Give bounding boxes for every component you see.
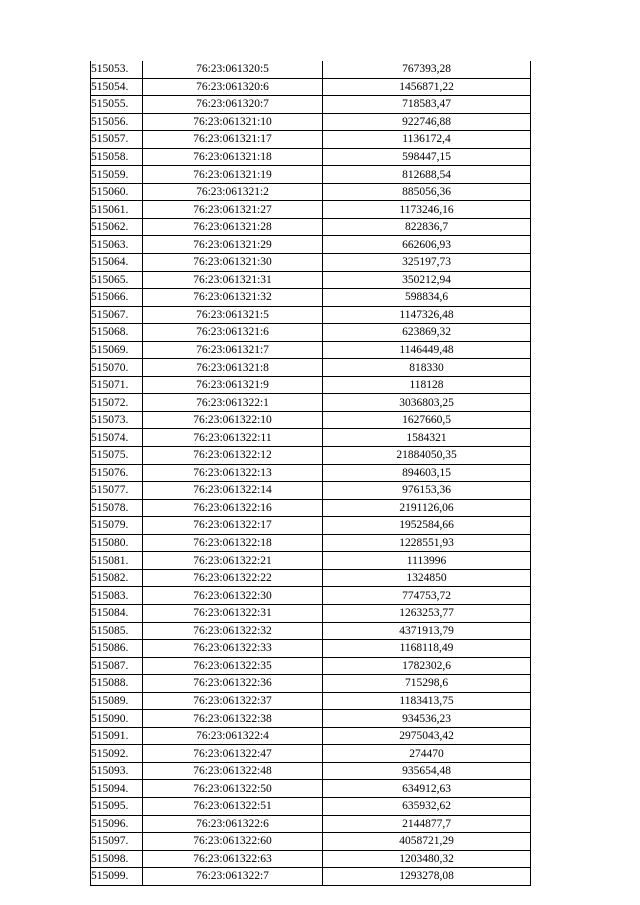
table-row (91, 61, 531, 78)
cadastral-number-cell: 76:23:061322:16 (143, 499, 323, 517)
cadastral-number-cell: 76:23:061322:38 (143, 710, 323, 728)
cadastral-value-cell: 2975043,42 (323, 727, 531, 745)
table-row (91, 745, 531, 763)
row-number-cell: 515057. (91, 131, 143, 149)
table-row (91, 447, 531, 465)
cadastral-number-cell: 76:23:061322:4 (143, 727, 323, 745)
cadastral-value-cell: 818330 (323, 359, 531, 377)
table-row (91, 429, 531, 447)
cadastral-number-cell: 76:23:061322:22 (143, 569, 323, 587)
cadastral-number-cell: 76:23:061321:30 (143, 254, 323, 272)
cadastral-number-cell: 76:23:061321:17 (143, 131, 323, 149)
row-number-cell: 515073. (91, 411, 143, 429)
row-number-cell: 515097. (91, 833, 143, 851)
row-number-cell: 515083. (91, 587, 143, 605)
table-row (91, 78, 531, 96)
row-number-cell: 515053. (91, 61, 143, 78)
row-number-cell: 515077. (91, 482, 143, 500)
cadastral-value-cell: 1168118,49 (323, 640, 531, 658)
cadastral-value-cell: 922746,88 (323, 113, 531, 131)
row-number-cell: 515076. (91, 464, 143, 482)
cadastral-value-cell: 1147326,48 (323, 306, 531, 324)
row-number-cell: 515099. (91, 868, 143, 886)
cadastral-value-cell: 1584321 (323, 429, 531, 447)
table-row (91, 411, 531, 429)
cadastral-number-cell: 76:23:061322:32 (143, 622, 323, 640)
cadastral-number-cell: 76:23:061321:29 (143, 236, 323, 254)
cadastral-value-cell: 1782302,6 (323, 657, 531, 675)
cadastral-value-cell: 1136172,4 (323, 131, 531, 149)
row-number-cell: 515079. (91, 517, 143, 535)
row-number-cell: 515063. (91, 236, 143, 254)
cadastral-number-cell: 76:23:061320:7 (143, 96, 323, 114)
table-row (91, 797, 531, 815)
row-number-cell: 515082. (91, 569, 143, 587)
cadastral-number-cell: 76:23:061322:10 (143, 411, 323, 429)
cadastral-number-cell: 76:23:061321:2 (143, 183, 323, 201)
row-number-cell: 515093. (91, 762, 143, 780)
row-number-cell: 515059. (91, 166, 143, 184)
cadastral-value-cell: 1627660,5 (323, 411, 531, 429)
table-row (91, 552, 531, 570)
cadastral-number-cell: 76:23:061321:27 (143, 201, 323, 219)
cadastral-value-cell: 3036803,25 (323, 394, 531, 412)
row-number-cell: 515070. (91, 359, 143, 377)
table-row (91, 341, 531, 359)
row-number-cell: 515080. (91, 534, 143, 552)
row-number-cell: 515090. (91, 710, 143, 728)
row-number-cell: 515095. (91, 797, 143, 815)
cadastral-number-cell: 76:23:061322:60 (143, 833, 323, 851)
row-number-cell: 515054. (91, 78, 143, 96)
table-row (91, 376, 531, 394)
cadastral-value-cell: 774753,72 (323, 587, 531, 605)
cadastral-number-cell: 76:23:061322:63 (143, 850, 323, 868)
cadastral-value-cell: 634912,63 (323, 780, 531, 798)
table-row (91, 218, 531, 236)
table-row (91, 359, 531, 377)
row-number-cell: 515084. (91, 604, 143, 622)
cadastral-value-cell: 325197,73 (323, 254, 531, 272)
table-row (91, 96, 531, 114)
row-number-cell: 515078. (91, 499, 143, 517)
table-row (91, 604, 531, 622)
cadastral-value-cell: 623869,32 (323, 324, 531, 342)
table-row (91, 166, 531, 184)
row-number-cell: 515086. (91, 640, 143, 658)
cadastral-number-cell: 76:23:061322:36 (143, 675, 323, 693)
table-row (91, 850, 531, 868)
table-row (91, 289, 531, 307)
cadastral-value-cell: 2191126,06 (323, 499, 531, 517)
row-number-cell: 515081. (91, 552, 143, 570)
cadastral-number-cell: 76:23:061321:31 (143, 271, 323, 289)
row-number-cell: 515055. (91, 96, 143, 114)
cadastral-value-cell: 935654,48 (323, 762, 531, 780)
table-row (91, 622, 531, 640)
cadastral-number-cell: 76:23:061322:11 (143, 429, 323, 447)
cadastral-number-cell: 76:23:061321:5 (143, 306, 323, 324)
table-row (91, 762, 531, 780)
cadastral-value-cell: 934536,23 (323, 710, 531, 728)
row-number-cell: 515089. (91, 692, 143, 710)
cadastral-value-cell: 635932,62 (323, 797, 531, 815)
table-row (91, 587, 531, 605)
cadastral-value-cell: 2144877,7 (323, 815, 531, 833)
row-number-cell: 515087. (91, 657, 143, 675)
table-row (91, 324, 531, 342)
table-row (91, 183, 531, 201)
row-number-cell: 515065. (91, 271, 143, 289)
cadastral-number-cell: 76:23:061322:14 (143, 482, 323, 500)
table-row (91, 482, 531, 500)
row-number-cell: 515069. (91, 341, 143, 359)
cadastral-number-cell: 76:23:061322:12 (143, 447, 323, 465)
table-row (91, 464, 531, 482)
cadastral-value-cell: 1173246,16 (323, 201, 531, 219)
cadastral-value-cell: 715298,6 (323, 675, 531, 693)
cadastral-value-cell: 4058721,29 (323, 833, 531, 851)
table-row (91, 815, 531, 833)
cadastral-number-cell: 76:23:061322:21 (143, 552, 323, 570)
table-row (91, 780, 531, 798)
cadastral-value-cell: 274470 (323, 745, 531, 763)
cadastral-value-cell: 976153,36 (323, 482, 531, 500)
table-row (91, 657, 531, 675)
table-row (91, 254, 531, 272)
cadastral-number-cell: 76:23:061322:47 (143, 745, 323, 763)
row-number-cell: 515098. (91, 850, 143, 868)
row-number-cell: 515058. (91, 148, 143, 166)
cadastral-value-cell: 894603,15 (323, 464, 531, 482)
cadastral-value-cell: 1183413,75 (323, 692, 531, 710)
table-row (91, 201, 531, 219)
cadastral-number-cell: 76:23:061322:6 (143, 815, 323, 833)
cadastral-number-cell: 76:23:061322:51 (143, 797, 323, 815)
row-number-cell: 515085. (91, 622, 143, 640)
table-row (91, 394, 531, 412)
cadastral-number-cell: 76:23:061322:48 (143, 762, 323, 780)
cadastral-value-cell: 1952584,66 (323, 517, 531, 535)
cadastral-number-cell: 76:23:061322:35 (143, 657, 323, 675)
row-number-cell: 515072. (91, 394, 143, 412)
table-row (91, 306, 531, 324)
cadastral-value-cell: 1113996 (323, 552, 531, 570)
cadastral-value-cell: 1324850 (323, 569, 531, 587)
cadastral-number-cell: 76:23:061322:13 (143, 464, 323, 482)
cadastral-value-table (90, 61, 531, 886)
table-row (91, 710, 531, 728)
table-row (91, 692, 531, 710)
cadastral-number-cell: 76:23:061322:30 (143, 587, 323, 605)
cadastral-number-cell: 76:23:061322:33 (143, 640, 323, 658)
cadastral-value-cell: 767393,28 (323, 61, 531, 78)
cadastral-number-cell: 76:23:061322:50 (143, 780, 323, 798)
cadastral-number-cell: 76:23:061322:37 (143, 692, 323, 710)
table-row (91, 113, 531, 131)
table-row (91, 534, 531, 552)
row-number-cell: 515066. (91, 289, 143, 307)
row-number-cell: 515061. (91, 201, 143, 219)
cadastral-number-cell: 76:23:061320:6 (143, 78, 323, 96)
row-number-cell: 515088. (91, 675, 143, 693)
table-row (91, 236, 531, 254)
row-number-cell: 515056. (91, 113, 143, 131)
cadastral-value-cell: 822836,7 (323, 218, 531, 236)
table-row (91, 675, 531, 693)
row-number-cell: 515071. (91, 376, 143, 394)
cadastral-number-cell: 76:23:061320:5 (143, 61, 323, 78)
cadastral-number-cell: 76:23:061321:9 (143, 376, 323, 394)
cadastral-value-cell: 350212,94 (323, 271, 531, 289)
table-row (91, 499, 531, 517)
row-number-cell: 515060. (91, 183, 143, 201)
row-number-cell: 515092. (91, 745, 143, 763)
cadastral-value-cell: 598447,15 (323, 148, 531, 166)
cadastral-value-cell: 812688,54 (323, 166, 531, 184)
row-number-cell: 515062. (91, 218, 143, 236)
row-number-cell: 515094. (91, 780, 143, 798)
table-row (91, 727, 531, 745)
cadastral-number-cell: 76:23:061322:31 (143, 604, 323, 622)
cadastral-number-cell: 76:23:061321:6 (143, 324, 323, 342)
table-row (91, 517, 531, 535)
cadastral-value-cell: 1293278,08 (323, 868, 531, 886)
cadastral-number-cell: 76:23:061322:1 (143, 394, 323, 412)
cadastral-value-cell: 718583,47 (323, 96, 531, 114)
cadastral-number-cell: 76:23:061322:7 (143, 868, 323, 886)
table-row (91, 640, 531, 658)
cadastral-number-cell: 76:23:061321:7 (143, 341, 323, 359)
table-body (91, 61, 531, 885)
cadastral-value-cell: 21884050,35 (323, 447, 531, 465)
cadastral-number-cell: 76:23:061321:28 (143, 218, 323, 236)
row-number-cell: 515096. (91, 815, 143, 833)
table-row (91, 833, 531, 851)
cadastral-number-cell: 76:23:061321:32 (143, 289, 323, 307)
cadastral-number-cell: 76:23:061321:18 (143, 148, 323, 166)
cadastral-number-cell: 76:23:061321:8 (143, 359, 323, 377)
cadastral-number-cell: 76:23:061321:19 (143, 166, 323, 184)
cadastral-number-cell: 76:23:061322:17 (143, 517, 323, 535)
cadastral-value-cell: 4371913,79 (323, 622, 531, 640)
table-row (91, 131, 531, 149)
cadastral-value-cell: 1228551,93 (323, 534, 531, 552)
row-number-cell: 515067. (91, 306, 143, 324)
cadastral-value-cell: 1203480,32 (323, 850, 531, 868)
cadastral-value-cell: 118128 (323, 376, 531, 394)
row-number-cell: 515091. (91, 727, 143, 745)
row-number-cell: 515074. (91, 429, 143, 447)
row-number-cell: 515075. (91, 447, 143, 465)
table-row (91, 868, 531, 886)
cadastral-number-cell: 76:23:061322:18 (143, 534, 323, 552)
row-number-cell: 515068. (91, 324, 143, 342)
cadastral-value-cell: 598834,6 (323, 289, 531, 307)
cadastral-value-cell: 1456871,22 (323, 78, 531, 96)
cadastral-value-cell: 885056,36 (323, 183, 531, 201)
table-row (91, 271, 531, 289)
row-number-cell: 515064. (91, 254, 143, 272)
cadastral-value-cell: 1263253,77 (323, 604, 531, 622)
cadastral-value-cell: 1146449,48 (323, 341, 531, 359)
cadastral-number-cell: 76:23:061321:10 (143, 113, 323, 131)
table-row (91, 148, 531, 166)
table-row (91, 569, 531, 587)
cadastral-value-cell: 662606,93 (323, 236, 531, 254)
